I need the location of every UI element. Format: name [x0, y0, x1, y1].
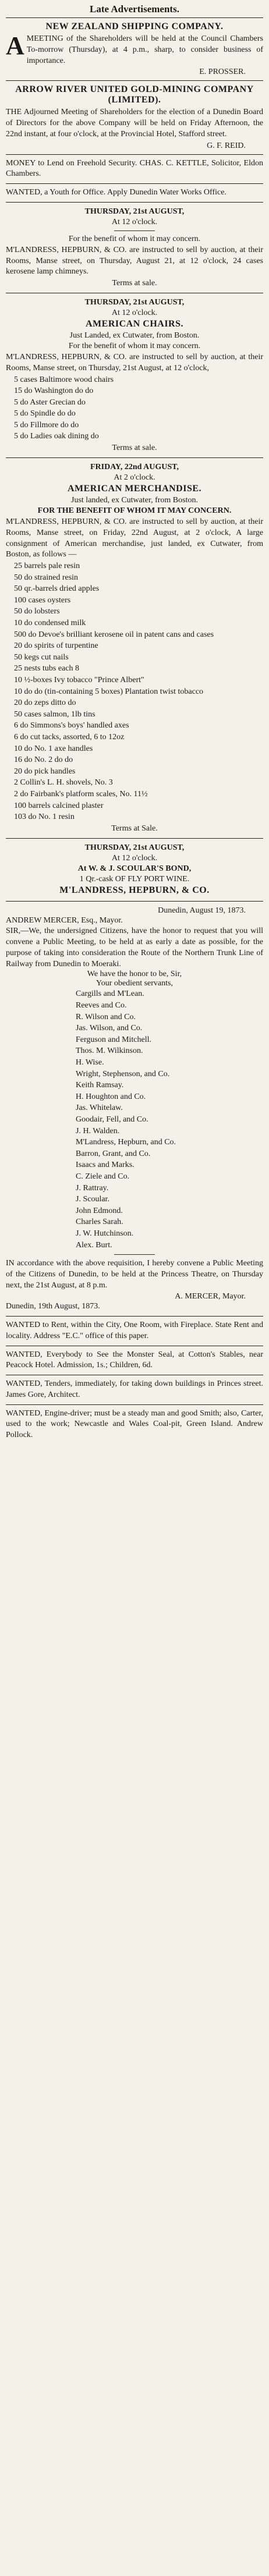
- list-item: 10 do No. 1 axe handles: [14, 744, 93, 753]
- sale-time: At 12 o'clock.: [111, 217, 158, 226]
- sale-time: At 12 o'clock.: [111, 308, 158, 317]
- signatory: Charles Sarah.: [76, 1218, 123, 1227]
- ad-nz-shipping: [6, 17, 263, 80]
- signatory: Alex. Burt.: [76, 1240, 112, 1250]
- ad-wanted-tenders: [6, 1375, 263, 1404]
- ad-body: MONEY to Lend on Freehold Security. CHAS. C. KETTLE, Solicitor, Eldon Chambers.: [6, 158, 263, 179]
- sale-date: THURSDAY, 21st AUGUST,: [84, 207, 185, 216]
- signatory: Ferguson and Mitchell.: [76, 1035, 152, 1044]
- list-item: 5 do Ladies oak dining do: [14, 432, 99, 441]
- dateline: Dunedin, 19th August, 1873.: [6, 1302, 100, 1311]
- list-item: 2 do Fairbank's platform scales, No. 11½: [14, 789, 148, 799]
- list-item: 5 cases Baltimore wood chairs: [14, 375, 114, 384]
- ad-railway-requisition: [6, 901, 263, 1316]
- list-item: 50 kegs cut nails: [14, 652, 69, 662]
- dateline: Dunedin, August 19, 1873.: [158, 906, 246, 915]
- signatory-list: [6, 988, 263, 1251]
- signatory: Isaacs and Marks.: [76, 1161, 134, 1170]
- signatory: Reeves and Co.: [76, 1001, 127, 1010]
- ad-american-chairs: [6, 293, 263, 457]
- list-item: 5 do Spindle do do: [14, 409, 76, 418]
- list-item: 25 barrels pale resin: [14, 562, 80, 571]
- signatory: Jas. Whitelaw.: [76, 1104, 123, 1113]
- ad-signature: G. F. REID.: [207, 141, 246, 150]
- landed-line: Just Landed, ex Cutwater, from Boston.: [69, 331, 200, 340]
- sale-time: At 2 o'clock.: [114, 473, 155, 482]
- sale-date: THURSDAY, 21st AUGUST,: [84, 843, 185, 852]
- signatory: J. W. Hutchinson.: [76, 1229, 134, 1238]
- signatory: John Edmond.: [76, 1206, 123, 1215]
- list-item: 25 nests tubs each 8: [14, 664, 79, 673]
- benefit-line: FOR THE BENEFIT OF WHOM IT MAY CONCERN.: [37, 506, 232, 516]
- ad-wanted-youth: [6, 183, 263, 202]
- addressee: ANDREW MERCER, Esq., Mayor.: [6, 916, 123, 925]
- drop-cap: A: [6, 31, 24, 60]
- list-item: 16 do No. 2 do do: [14, 755, 73, 765]
- ad-body: WANTED, Engine-driver; must be a steady man and good Smith; also, Carter, used to the work; Newcastle and Wales Coal-pit, Green Island. Andrew Pollock.: [6, 1408, 263, 1440]
- list-item: 20 do pick handles: [14, 767, 76, 776]
- terms-line: Terms at sale.: [112, 279, 157, 288]
- mayor-reply: IN accordance with the above requisition, I hereby convene a Public Meeting of the Citizens of Dunedin, to be held at the Princess Theatre, on Thursday next, the 21st August, at 8 p.m.: [6, 1259, 263, 1290]
- list-item: 100 barrels calcined plaster: [14, 801, 104, 810]
- signatory: M'Landress, Hepburn, and Co.: [76, 1138, 176, 1147]
- ad-body: THE Adjourned Meeting of Shareholders for the election of a Dunedin Board of Directors for the above Company will be held on Friday Afternoon, the 22nd instant, at four o'clock, at the Provincial Hotel, Stafford street.: [6, 108, 263, 139]
- list-item: 5 do Fillmore do do: [14, 420, 79, 430]
- closing-line: Your obedient servants,: [96, 979, 173, 988]
- list-item: 500 do Devoe's brilliant kerosene oil in patent cans and cases: [14, 630, 214, 639]
- item-list: [6, 374, 263, 443]
- landed-line: Just landed, ex Cutwater, from Boston.: [71, 496, 198, 505]
- list-item: 15 do Washington do do: [14, 386, 94, 396]
- signatory: H. Houghton and Co.: [76, 1092, 146, 1101]
- divider: [114, 230, 155, 231]
- signatory: J. Scoular.: [76, 1195, 109, 1204]
- sale-date: THURSDAY, 21st AUGUST,: [84, 298, 185, 307]
- list-item: 20 do zeps ditto do: [14, 698, 76, 708]
- list-item: 50 qr.-barrels dried apples: [14, 584, 100, 594]
- divider: [114, 1254, 155, 1255]
- benefit-line: For the benefit of whom it may concern.: [68, 234, 201, 243]
- signatory: J. Rattray.: [76, 1183, 109, 1193]
- ad-body: WANTED, Everybody to See the Monster Seal, at Cotton's Stables, near Peacock Hotel. Admission, 1s.; Children, 6d.: [6, 1350, 263, 1370]
- ad-body: WANTED, Tenders, immediately, for taking down buildings in Princes street. James Gore, Architect.: [6, 1379, 263, 1399]
- ad-signature: M'LANDRESS, HEPBURN, & CO.: [59, 885, 210, 895]
- signatory: J. H. Walden.: [76, 1126, 120, 1136]
- list-item: 50 cases salmon, 1lb tins: [14, 709, 95, 719]
- sale-time: At 12 o'clock.: [111, 853, 158, 863]
- ad-headline: ARROW RIVER UNITED GOLD-MINING COMPANY (LIMITED).: [15, 84, 254, 105]
- signatory: H. Wise.: [76, 1058, 104, 1067]
- ad-headline: AMERICAN CHAIRS.: [85, 319, 183, 329]
- signatory: Jas. Wilson, and Co.: [76, 1024, 143, 1033]
- list-item: 50 do lobsters: [14, 607, 60, 616]
- signatory: Keith Ramsay.: [76, 1081, 124, 1090]
- sale-date: FRIDAY, 22nd AUGUST,: [90, 463, 179, 472]
- ad-wanted-engine-driver: [6, 1404, 263, 1445]
- list-item: 5 do Aster Grecian do: [14, 398, 86, 407]
- list-item: 10 do condensed milk: [14, 619, 86, 628]
- signatory: R. Wilson and Co.: [76, 1012, 136, 1021]
- terms-line: Terms at sale.: [112, 443, 157, 453]
- list-item: 20 do spirits of turpentine: [14, 641, 98, 651]
- signatory: Thos. M. Wilkinson.: [76, 1046, 143, 1056]
- sale-place: At W. & J. SCOULAR'S BOND,: [77, 864, 192, 873]
- ad-body: WANTED to Rent, within the City, One Room, with Fireplace. State Rent and locality. Address "E.C." office of this paper.: [6, 1321, 263, 1340]
- list-item: 6 do Simmons's boys' handled axes: [14, 721, 129, 730]
- ad-headline: NEW ZEALAND SHIPPING COMPANY.: [45, 22, 224, 31]
- signatory: C. Ziele and Co.: [76, 1172, 130, 1181]
- page-title: Late Advertisements.: [90, 3, 179, 15]
- benefit-line: For the benefit of whom it may concern.: [68, 342, 201, 350]
- signatory: Cargills and M'Lean.: [76, 989, 144, 999]
- ad-monster-seal: [6, 1346, 263, 1375]
- list-item: 6 do cut tacks, assorted, 6 to 12oz: [14, 732, 125, 741]
- ad-lamp-chimneys: [6, 202, 263, 293]
- signatory: Barron, Grant, and Co.: [76, 1149, 151, 1158]
- ad-body: M'LANDRESS, HEPBURN, & CO. are instructed to sell by auction, at their Rooms, Manse street, on Thursday, 21st August, at 12 o'clock,: [6, 353, 263, 372]
- ad-body: M'LANDRESS, HEPBURN, & CO. are instructed to sell by auction, at their Rooms, Manse street, on Thursday, August 21, at 12 o'clock, 24 cases kerosene lamp chimneys.: [6, 245, 263, 276]
- ad-headline: AMERICAN MERCHANDISE.: [67, 484, 202, 494]
- list-item: 2 Collin's L. H. shovels, No. 3: [14, 778, 113, 787]
- ad-body: WANTED, a Youth for Office. Apply Dunedin Water Works Office.: [6, 188, 226, 197]
- list-item: 100 cases oysters: [14, 595, 71, 605]
- sale-item: 1 Qr.-cask OF FLY PORT WINE.: [79, 874, 190, 883]
- ad-signature: E. PROSSER.: [199, 68, 246, 77]
- item-list: [6, 560, 263, 823]
- list-item: 50 do strained resin: [14, 573, 79, 582]
- signatory: Goodair, Fell, and Co.: [76, 1115, 148, 1124]
- ad-wanted-room: [6, 1316, 263, 1346]
- list-item: 10 ½-boxes Ivy tobacco "Prince Albert": [14, 676, 144, 684]
- terms-line: Terms at Sale.: [111, 824, 158, 833]
- ad-body: SIR,—We, the undersigned Citizens, have the honor to request that you will convene a Public Meeting, to be held at as early a date as possible, for the purpose of taking into consideration the Route of the Northern Trunk Line of Railway from Dunedin to Moeraki.: [6, 927, 263, 968]
- list-item: 10 do do (tin-containing 5 boxes) Plantation twist tobacco: [14, 687, 204, 696]
- ad-body: MEETING of the Shareholders will be held at the Council Chambers To-morrow (Thursday), at 4 p.m., sharp, to consider business of importance.: [26, 34, 263, 65]
- ad-american-merchandise: [6, 457, 263, 838]
- signatory: Wright, Stephenson, and Co.: [76, 1069, 170, 1078]
- ad-body: M'LANDRESS, HEPBURN, & CO. are instructed to sell by auction, at their Rooms, Manse street, on Friday, 22nd August, at 2 o'clock, A large consignment of American merchandise, just landed, ex Cutwater, from Boston, as follows —: [6, 517, 263, 559]
- list-item: 103 do No. 1 resin: [14, 812, 75, 822]
- closing-line: We have the honor to be, Sir,: [87, 970, 182, 979]
- ad-port-wine: [6, 838, 263, 901]
- ad-arrow-river: [6, 80, 263, 154]
- ad-money-to-lend: [6, 154, 263, 184]
- ad-signature: A. MERCER, Mayor.: [175, 1292, 246, 1301]
